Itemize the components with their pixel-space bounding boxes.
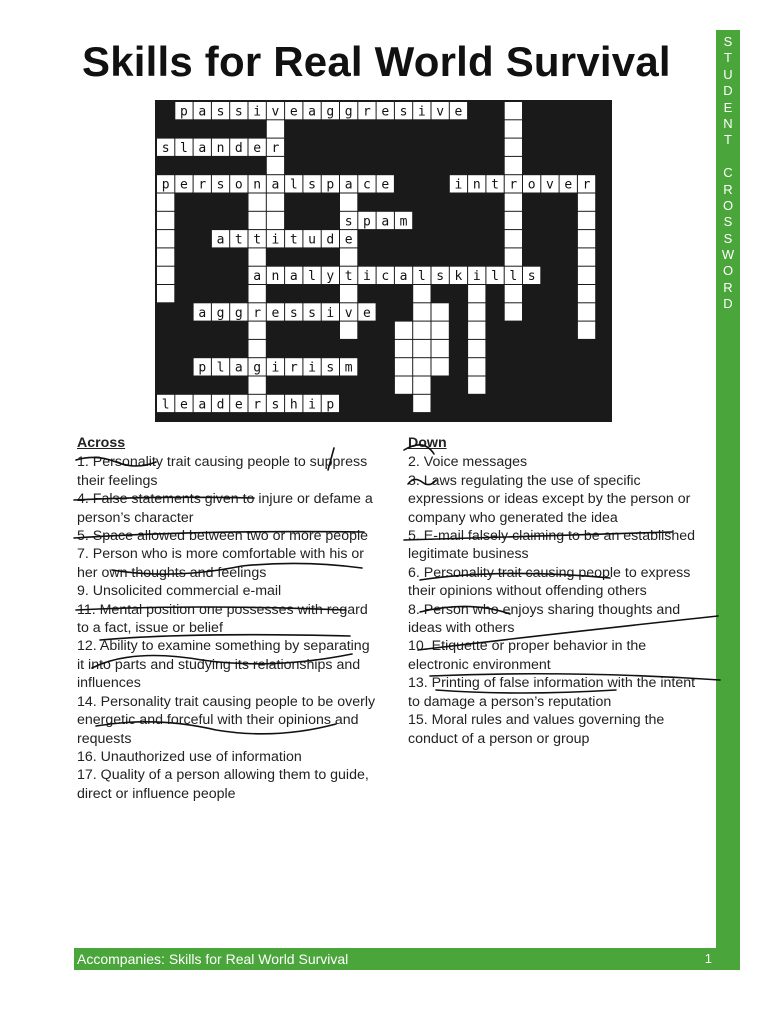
crossword-letter: t xyxy=(491,177,499,193)
crossword-cell xyxy=(468,303,485,320)
crossword-cell xyxy=(505,248,522,265)
across-clue-list xyxy=(77,453,377,803)
crossword-letter: p xyxy=(363,214,371,230)
crossword-cell xyxy=(468,358,485,375)
crossword-letter: r xyxy=(253,397,262,413)
crossword-letter: p xyxy=(161,177,170,193)
crossword-cell xyxy=(267,120,284,137)
crossword-cell xyxy=(432,322,449,339)
down-clue: 3. Laws regulating the use of specific expressions or ideas except by the person or company who generated the idea xyxy=(408,472,691,526)
crossword-letter: t xyxy=(234,232,243,248)
crossword-cell xyxy=(413,303,430,320)
crossword-grid xyxy=(155,100,612,422)
side-letter: E xyxy=(723,99,733,115)
crossword-cell xyxy=(249,194,266,211)
crossword-letter: t xyxy=(289,232,298,248)
crossword-cell xyxy=(395,322,412,339)
crossword-cell xyxy=(395,358,412,375)
crossword-cell xyxy=(578,322,595,339)
side-letter: N xyxy=(723,115,733,131)
down-clues xyxy=(408,434,708,748)
across-clue: 12. Ability to examine something by separating it into parts and studying its relationships and influences xyxy=(77,638,370,692)
crossword-cell xyxy=(249,340,266,357)
crossword-letter: a xyxy=(234,360,243,376)
side-letter: T xyxy=(724,50,732,66)
crossword-letter: a xyxy=(344,177,353,193)
crossword-letter: p xyxy=(198,360,207,376)
crossword-letter: s xyxy=(344,214,353,230)
crossword-cell xyxy=(578,248,595,265)
crossword-letter: a xyxy=(198,397,207,413)
crossword-letter: e xyxy=(564,177,573,193)
crossword-cell xyxy=(157,230,174,247)
crossword-letter: s xyxy=(308,177,316,193)
side-letter xyxy=(716,149,740,165)
side-letter: C xyxy=(723,165,733,181)
page-title: Skills for Real World Survival xyxy=(82,38,671,85)
crossword-cell xyxy=(578,194,595,211)
crossword-letter: n xyxy=(253,177,262,193)
crossword-cell xyxy=(340,248,357,265)
down-heading: Down xyxy=(408,435,447,451)
crossword-letter: k xyxy=(454,269,463,285)
crossword-letter: i xyxy=(417,104,426,120)
crossword-cell xyxy=(340,285,357,302)
crossword-letter: v xyxy=(546,177,554,193)
crossword-letter: a xyxy=(216,232,225,248)
down-clue: 10. Etiquette or proper behavior in the electronic environment xyxy=(408,638,647,673)
crossword-letter: n xyxy=(216,141,225,157)
crossword-letter: t xyxy=(253,232,262,248)
side-letter: O xyxy=(722,197,734,213)
crossword-cell xyxy=(505,303,522,320)
crossword-cell xyxy=(505,285,522,302)
crossword-letter: r xyxy=(509,177,518,193)
crossword-letter: a xyxy=(381,214,390,230)
crossword-letter: h xyxy=(289,397,298,413)
crossword-letter: o xyxy=(234,177,243,193)
crossword-letter: e xyxy=(381,177,390,193)
crossword-cell xyxy=(413,358,430,375)
crossword-letter: i xyxy=(454,177,463,193)
across-clue: 14. Personality trait causing people to be overly energetic and forceful with their opinions and requests xyxy=(77,693,376,747)
crossword-letter: a xyxy=(289,269,298,285)
crossword-cell xyxy=(267,212,284,229)
crossword-cell xyxy=(249,248,266,265)
across-clue: 1. Personality trait causing people to suppress their feelings xyxy=(77,454,368,489)
crossword-grid-svg xyxy=(155,100,612,422)
side-letter: S xyxy=(723,34,733,49)
crossword-cell xyxy=(157,248,174,265)
crossword-cell xyxy=(395,377,412,394)
crossword-cell xyxy=(157,194,174,211)
crossword-letter: v xyxy=(344,305,353,321)
crossword-cell xyxy=(267,157,284,174)
across-heading: Across xyxy=(77,435,126,451)
crossword-cell xyxy=(468,377,485,394)
crossword-letter: s xyxy=(271,397,280,413)
crossword-cell xyxy=(249,377,266,394)
across-clue: 7. Person who is more comfortable with his or her own thoughts and feelings xyxy=(77,546,365,581)
crossword-cell xyxy=(578,230,595,247)
crossword-letter: l xyxy=(509,269,518,285)
crossword-cell xyxy=(157,212,174,229)
across-clue: 9. Unsolicited commercial e-mail xyxy=(77,583,282,600)
crossword-cell xyxy=(468,322,485,339)
crossword-letter: g xyxy=(234,305,243,321)
side-label xyxy=(716,34,740,313)
crossword-cell xyxy=(505,139,522,156)
crossword-cell xyxy=(578,212,595,229)
crossword-letter: s xyxy=(216,177,225,193)
crossword-letter: o xyxy=(527,177,536,193)
crossword-letter: d xyxy=(234,141,243,157)
crossword-letter: i xyxy=(271,232,280,248)
crossword-letter: r xyxy=(198,177,207,193)
crossword-letter: g xyxy=(326,104,335,120)
crossword-letter: e xyxy=(363,305,371,321)
crossword-letter: p xyxy=(180,104,188,120)
crossword-letter: s xyxy=(399,104,408,120)
crossword-letter: l xyxy=(216,360,225,376)
down-clue: 5. E-mail falsely claiming to be an established legitimate business xyxy=(408,528,696,563)
crossword-letter: e xyxy=(381,104,390,120)
down-clue-list xyxy=(408,453,708,748)
side-letter: R xyxy=(723,279,733,295)
crossword-letter: a xyxy=(198,141,207,157)
side-letter: D xyxy=(723,83,733,99)
crossword-cell xyxy=(505,230,522,247)
crossword-letter: s xyxy=(234,104,243,120)
crossword-letter: t xyxy=(344,269,353,285)
crossword-letter: e xyxy=(253,141,262,157)
crossword-letter: m xyxy=(399,214,408,230)
crossword-letter: e xyxy=(180,177,188,193)
across-clue: 5. Space allowed between two or more people xyxy=(77,528,369,545)
crossword-letter: g xyxy=(216,305,225,321)
across-clue: 11. Mental position one possesses with regard to a fact, issue or belief xyxy=(77,601,368,637)
side-banner xyxy=(716,30,740,970)
across-clue: 16. Unauthorized use of information xyxy=(77,748,302,765)
crossword-letter: r xyxy=(363,104,371,120)
crossword-letter: s xyxy=(326,360,335,376)
crossword-cell xyxy=(432,358,449,375)
side-letter: R xyxy=(723,181,733,197)
down-clue: 15. Moral rules and values governing the conduct of a person or group xyxy=(408,712,665,747)
crossword-letter: i xyxy=(271,360,280,376)
crossword-letter: n xyxy=(271,269,280,285)
crossword-cell xyxy=(413,340,430,357)
crossword-letter: v xyxy=(436,104,445,120)
crossword-cell xyxy=(505,120,522,137)
crossword-letter: a xyxy=(308,104,316,120)
crossword-cell xyxy=(340,194,357,211)
crossword-cell xyxy=(432,303,449,320)
crossword-letter: i xyxy=(253,104,262,120)
crossword-letter: s xyxy=(216,104,225,120)
crossword-letter: c xyxy=(381,269,390,285)
side-letter: O xyxy=(722,263,734,279)
crossword-letter: i xyxy=(326,305,335,321)
crossword-cell xyxy=(578,267,595,284)
crossword-letter: u xyxy=(308,232,316,248)
crossword-letter: l xyxy=(289,177,298,193)
crossword-letter: i xyxy=(308,397,316,413)
crossword-cell xyxy=(413,322,430,339)
crossword-letter: a xyxy=(399,269,408,285)
crossword-cell xyxy=(340,322,357,339)
crossword-cell xyxy=(468,285,485,302)
footer-text: Accompanies: Skills for Real World Survival xyxy=(77,951,349,967)
crossword-cell xyxy=(432,340,449,357)
side-letter: U xyxy=(723,66,733,82)
crossword-letter: c xyxy=(363,177,371,193)
crossword-letter: e xyxy=(234,397,243,413)
crossword-letter: l xyxy=(491,269,499,285)
crossword-letter: n xyxy=(472,177,481,193)
crossword-cell xyxy=(249,322,266,339)
footer-bar xyxy=(74,948,716,970)
crossword-letter: i xyxy=(472,269,481,285)
down-clue: 6. Personality trait causing people to express their opinions without offending others xyxy=(408,564,691,600)
crossword-cell xyxy=(505,102,522,119)
crossword-cell xyxy=(468,340,485,357)
crossword-letter: s xyxy=(161,141,170,157)
across-clues xyxy=(77,434,377,803)
crossword-cell xyxy=(157,267,174,284)
crossword-letter: a xyxy=(198,305,207,321)
crossword-letter: l xyxy=(308,269,316,285)
side-letter: S xyxy=(723,214,733,230)
crossword-letter: r xyxy=(582,177,591,193)
crossword-letter: r xyxy=(253,305,262,321)
crossword-cell xyxy=(505,157,522,174)
crossword-cell xyxy=(413,395,430,412)
crossword-letter: r xyxy=(271,141,280,157)
crossword-letter: y xyxy=(326,269,335,285)
crossword-letter: p xyxy=(326,177,335,193)
crossword-letter: e xyxy=(180,397,188,413)
crossword-letter: e xyxy=(271,305,280,321)
crossword-letter: e xyxy=(454,104,463,120)
across-clue: 4. False statements given to injure or defame a person’s character xyxy=(77,491,373,526)
crossword-letter: s xyxy=(436,269,445,285)
crossword-letter: m xyxy=(344,360,353,376)
crossword-letter: a xyxy=(271,177,280,193)
crossword-cell xyxy=(578,285,595,302)
crossword-letter: s xyxy=(308,305,316,321)
side-letter: D xyxy=(723,296,733,312)
crossword-letter: l xyxy=(161,397,170,413)
crossword-letter: i xyxy=(363,269,371,285)
side-letter: S xyxy=(723,230,733,246)
crossword-cell xyxy=(505,212,522,229)
crossword-letter: g xyxy=(253,360,262,376)
crossword-cell xyxy=(578,303,595,320)
crossword-letter: d xyxy=(326,232,335,248)
crossword-letter: a xyxy=(253,269,262,285)
crossword-letter: l xyxy=(417,269,426,285)
crossword-letter: s xyxy=(527,269,536,285)
crossword-letter: i xyxy=(308,360,316,376)
crossword-cell xyxy=(395,340,412,357)
crossword-letter: v xyxy=(271,104,280,120)
crossword-letter: e xyxy=(289,104,298,120)
crossword-letter: l xyxy=(180,141,188,157)
crossword-cell xyxy=(249,285,266,302)
crossword-letter: e xyxy=(344,232,353,248)
crossword-letter: d xyxy=(216,397,225,413)
down-clue: 13. Printing of false information with the intent to damage a person’s reputation xyxy=(408,675,696,710)
crossword-cell xyxy=(505,194,522,211)
crossword-cell xyxy=(413,377,430,394)
down-clue: 8. Person who enjoys sharing thoughts and ideas with others xyxy=(408,601,681,637)
down-clue: 2. Voice messages xyxy=(408,454,528,471)
crossword-letter: s xyxy=(289,305,298,321)
crossword-cell xyxy=(267,194,284,211)
crossword-cell xyxy=(413,285,430,302)
side-letter: W xyxy=(721,247,735,263)
side-letter: T xyxy=(724,132,732,148)
across-clue: 17. Quality of a person allowing them to guide, direct or influence people xyxy=(77,767,369,802)
crossword-cell xyxy=(249,212,266,229)
crossword-cell xyxy=(157,285,174,302)
crossword-letter: g xyxy=(344,104,353,120)
crossword-letter: a xyxy=(198,104,207,120)
page-number: 1 xyxy=(704,951,712,966)
crossword-letter: r xyxy=(289,360,298,376)
crossword-letter: p xyxy=(326,397,335,413)
